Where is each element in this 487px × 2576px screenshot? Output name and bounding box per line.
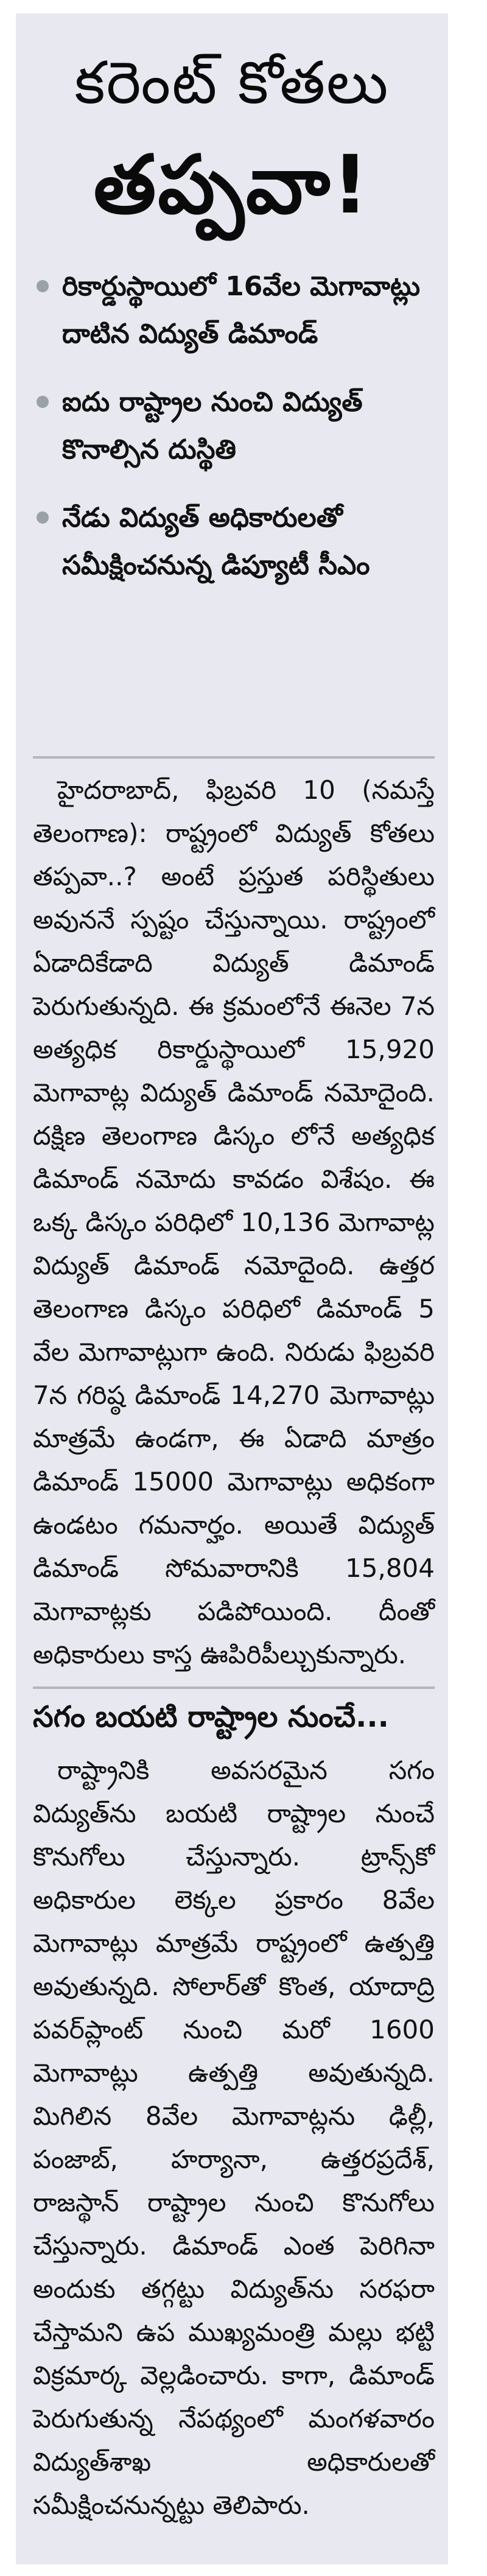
bullet-dot-icon	[37, 511, 49, 524]
highlight-bullet-text: ఐదు రాష్ట్రాల నుంచి విద్యుత్ కొనాల్సిన దుస్థితి	[62, 387, 363, 465]
highlight-bullet-text: రికార్డుస్థాయిలో 16వేల మెగావాట్లు దాటిన విద్యుత్ డిమాండ్	[62, 271, 421, 349]
highlight-bullet	[33, 494, 435, 589]
divider	[33, 1686, 435, 1689]
news-clipping	[16, 13, 448, 2564]
bullet-dot-icon	[37, 396, 49, 408]
article-paragraph-2: రాష్ట్రానికి అవసరమైన సగం విద్యుత్‌ను బయటి రాష్ట్రాల నుంచే కొనుగోలు చేస్తున్నారు. ట్రాన్స్‌కో అధికారుల లెక్కల ప్రకారం 8వేల మెగావాట్లు మాత్రమే రాష్ట్రంలో ఉత్పత్తి అవుతున్నది. సోలార్‌తో కొంత, యాదాద్రి పవర్‌ప్లాంట్ నుంచి మరో 1600 మెగావాట్లు ఉత్పత్తి అవుతున్నది. మిగిలిన 8వేల మెగావాట్లను ఢిల్లీ, పంజాబ్, హర్యానా, ఉత్తరప్రదేశ్, రాజస్థాన్ రాష్ట్రాల నుంచి కొనుగోలు చేస్తున్నారు. డిమాండ్ ఎంత పెరిగినా అందుకు తగ్గట్టు విద్యుత్‌ను సరఫరా చేస్తామని ఉప ముఖ్యమంత్రి మల్లు భట్టి విక్రమార్క వెల్లడించారు. కాగా, డిమాండ్ పెరుగుతున్న నేపథ్యంలో మంగళవారం విద్యుత్‌శాఖ అధికారులతో సమీక్షించనున్నట్టు తెలిపారు.	[33, 1755, 435, 2520]
headline-line-1: కరెంట్ కోతలు	[74, 49, 390, 117]
bullet-dot-icon	[37, 280, 49, 292]
highlight-bullets	[33, 263, 435, 610]
highlight-bullet	[33, 379, 435, 474]
article-subheading: సగం బయటి రాష్ట్రాల నుంచే...	[33, 1700, 389, 1734]
divider	[33, 756, 435, 759]
highlight-bullet	[33, 263, 435, 358]
highlight-bullet-text: నేడు విద్యుత్ అధికారులతో సమీక్షించనున్న డిప్యూటీ సీఎం	[62, 502, 370, 581]
headline-line-2: తప్పవా!	[93, 138, 371, 232]
article-paragraph-1: హైదరాబాద్, ఫిబ్రవరి 10 (నమస్తే తెలంగాణ): రాష్ట్రంలో విద్యుత్ కోతలు తప్పవా..? అంటే ప్రస్తుత పరిస్థితులు అవుననే స్పష్టం చేస్తున్నాయి. రాష్ట్రంలో ఏడాదికేడాది విద్యుత్ డిమాండ్ పెరుగుతున్నది. ఈ క్రమంలోనే ఈనెల 7న అత్యధిక రికార్డుస్థాయిలో 15,920 మెగావాట్ల విద్యుత్ డిమాండ్ నమోదైంది. దక్షిణ తెలంగాణ డిస్కం లోనే అత్యధిక డిమాండ్ నమోదు కావడం విశేషం. ఈ ఒక్క డిస్కం పరిధిలో 10,136 మెగావాట్ల విద్యుత్ డిమాండ్ నమోదైంది. ఉత్తర తెలంగాణ డిస్కం పరిధిలో డిమాండ్ 5 వేల మెగావాట్లుగా ఉంది. నిరుడు ఫిబ్రవరి 7న గరిష్ఠ డిమాండ్ 14,270 మెగావాట్లు మాత్రమే ఉండగా, ఈ ఏడాది మాత్రం డిమాండ్ 15000 మెగావాట్లు అధికంగా ఉండటం గమనార్హం. అయితే విద్యుత్ డిమాండ్ సోమవారానికి 15,804 మెగావాట్లకు పడిపోయింది. దీంతో అధికారులు కాస్త ఊపిరిపీల్చుకున్నారు.	[33, 775, 435, 1669]
